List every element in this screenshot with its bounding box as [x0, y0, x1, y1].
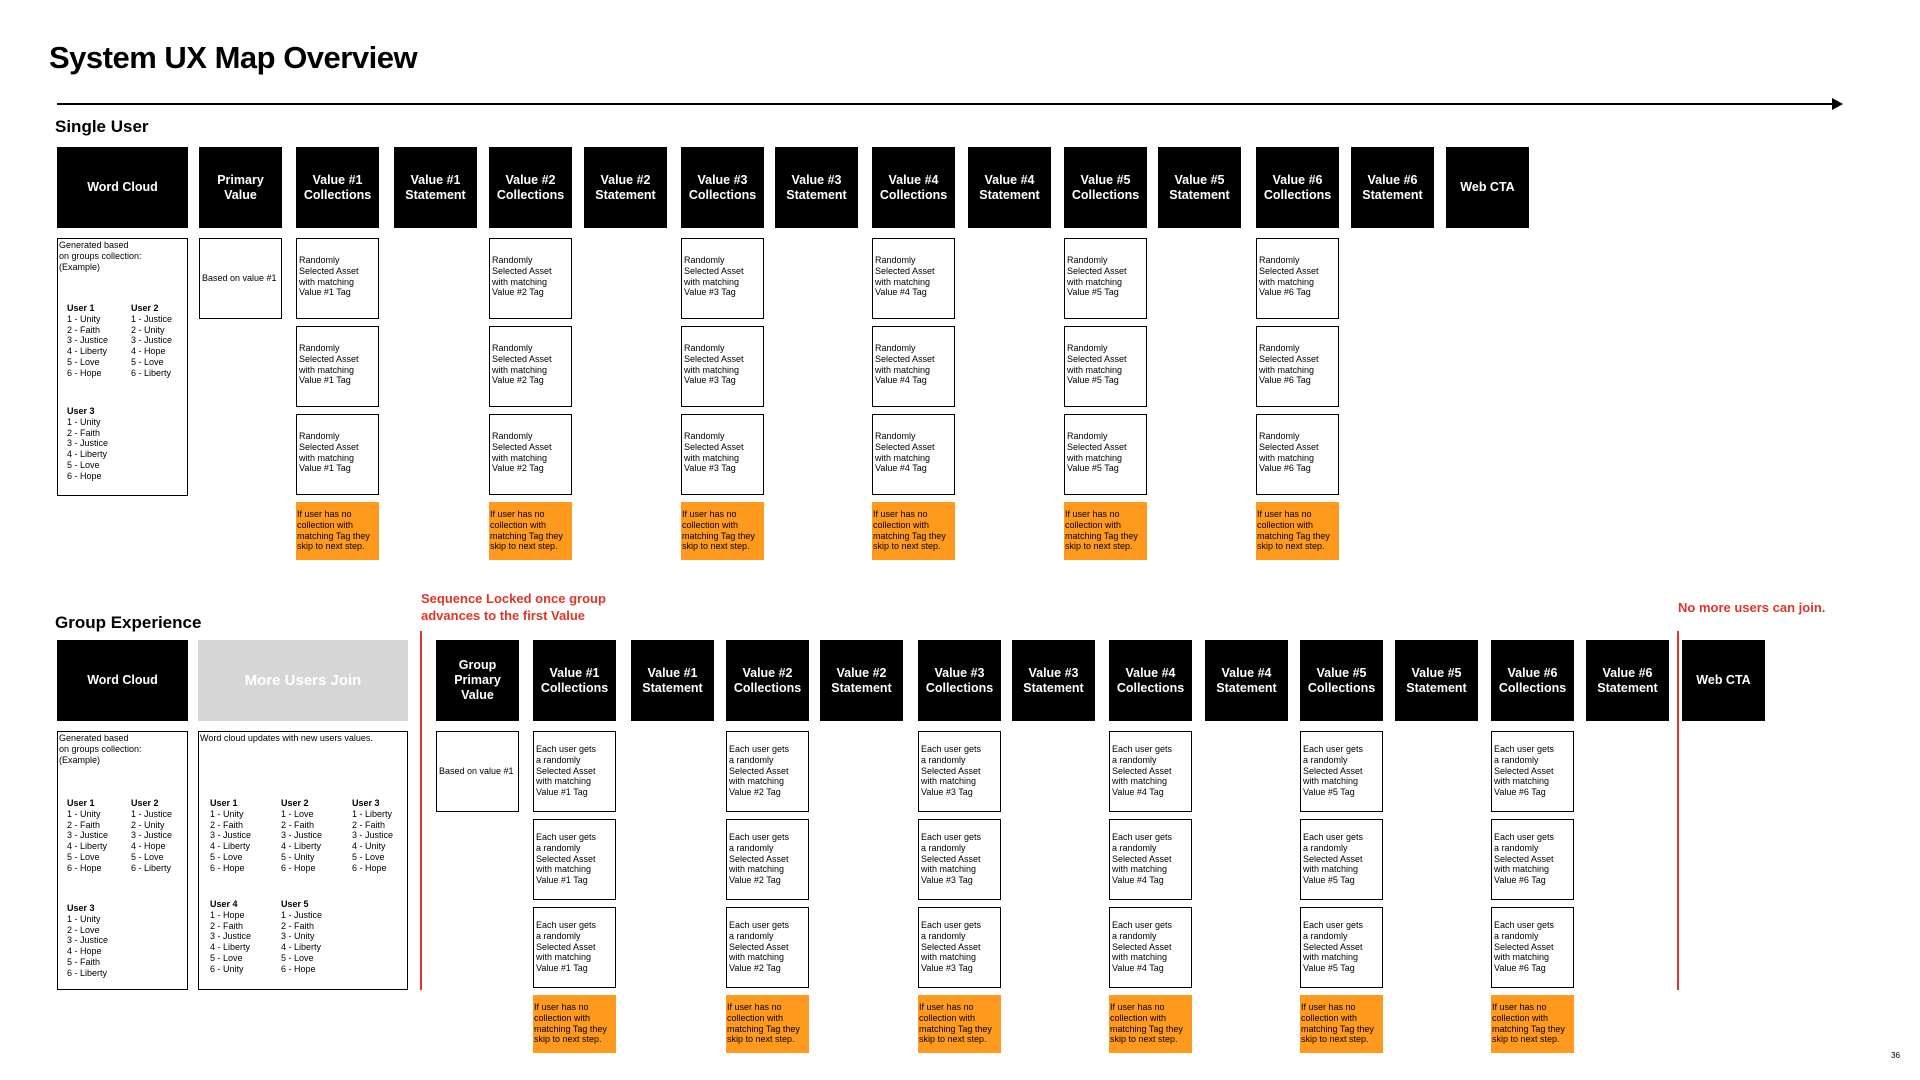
user-value-item: 2 - Faith — [281, 920, 315, 931]
skip-note: If user has no collection with matching Tag they skip to next step. — [533, 995, 616, 1053]
group-header-step-14: Value #6 Statement — [1586, 640, 1669, 721]
group-word-cloud-box — [57, 731, 188, 990]
asset-card: Randomly Selected Asset with matching Value #6 Tag — [1256, 238, 1339, 319]
more-users-box — [198, 731, 408, 990]
group-asset-card: Each user gets a randomly Selected Asset with matching Value #4 Tag — [1109, 731, 1192, 812]
user-value-item: 4 - Liberty — [67, 841, 108, 852]
group-asset-card: Each user gets a randomly Selected Asset with matching Value #5 Tag — [1300, 907, 1383, 988]
user-value-item: 4 - Liberty — [281, 841, 322, 852]
section-title-group-experience: Group Experience — [55, 613, 202, 632]
group-asset-card: Each user gets a randomly Selected Asset with matching Value #2 Tag — [726, 819, 809, 900]
skip-note: If user has no collection with matching Tag they skip to next step. — [1256, 502, 1339, 560]
header-step-14: Web CTA — [1446, 147, 1529, 228]
group-header-step-2: Group Primary Value — [436, 640, 519, 721]
group-asset-card: Each user gets a randomly Selected Asset with matching Value #2 Tag — [726, 907, 809, 988]
user-value-item: 4 - Liberty — [67, 449, 108, 460]
user-values-list — [281, 798, 322, 874]
user-value-item: 2 - Faith — [67, 819, 101, 830]
user-value-item: 2 - Faith — [210, 819, 244, 830]
skip-note: If user has no collection with matching Tag they skip to next step. — [1064, 502, 1147, 560]
user-value-item: 5 - Love — [352, 851, 385, 862]
asset-card: Randomly Selected Asset with matching Value #5 Tag — [1064, 238, 1147, 319]
user-value-item: 1 - Unity — [67, 313, 101, 324]
asset-card: Randomly Selected Asset with matching Value #5 Tag — [1064, 414, 1147, 495]
user-value-item: 5 - Love — [67, 459, 100, 470]
user-value-item: 6 - Hope — [67, 862, 102, 873]
user-value-item: 2 - Faith — [67, 427, 101, 438]
group-asset-card: Each user gets a randomly Selected Asset with matching Value #3 Tag — [918, 907, 1001, 988]
group-asset-card: Each user gets a randomly Selected Asset with matching Value #6 Tag — [1491, 907, 1574, 988]
page-number: 36 — [1891, 1051, 1900, 1060]
user-name: User 2 — [131, 303, 159, 313]
header-step-10: Value #5 Collections — [1064, 147, 1147, 228]
user-value-item: 6 - Hope — [67, 367, 102, 378]
group-asset-card: Each user gets a randomly Selected Asset with matching Value #6 Tag — [1491, 731, 1574, 812]
asset-card: Randomly Selected Asset with matching Value #1 Tag — [296, 414, 379, 495]
asset-card: Randomly Selected Asset with matching Value #2 Tag — [489, 326, 572, 407]
user-value-item: 5 - Love — [131, 356, 164, 367]
user-value-item: 2 - Faith — [67, 324, 101, 335]
group-asset-card: Each user gets a randomly Selected Asset with matching Value #5 Tag — [1300, 731, 1383, 812]
user-value-item: 4 - Hope — [131, 346, 166, 357]
group-asset-card: Each user gets a randomly Selected Asset with matching Value #2 Tag — [726, 731, 809, 812]
group-header-step-11: Value #5 Collections — [1300, 640, 1383, 721]
user-name: User 3 — [352, 798, 380, 808]
user-name: User 1 — [67, 798, 95, 808]
asset-card: Randomly Selected Asset with matching Value #6 Tag — [1256, 326, 1339, 407]
group-header-step-4: Value #1 Statement — [631, 640, 714, 721]
user-value-item: 3 - Unity — [281, 931, 315, 942]
user-values-list — [352, 798, 393, 874]
asset-card: Randomly Selected Asset with matching Value #1 Tag — [296, 238, 379, 319]
user-value-item: 1 - Justice — [131, 313, 173, 324]
header-step-4: Value #2 Collections — [489, 147, 572, 228]
user-values-list — [210, 798, 251, 874]
page-title: System UX Map Overview — [49, 40, 418, 75]
user-value-item: 3 - Justice — [281, 830, 323, 841]
header-step-6: Value #3 Collections — [681, 147, 764, 228]
group-header-word-cloud: Word Cloud — [57, 640, 188, 721]
header-step-1: Primary Value — [199, 147, 282, 228]
user-value-item: 3 - Justice — [210, 931, 252, 942]
user-value-item: 1 - Unity — [67, 416, 101, 427]
user-value-item: 3 - Justice — [67, 830, 109, 841]
header-step-7: Value #3 Statement — [775, 147, 858, 228]
user-value-item: 4 - Liberty — [210, 841, 251, 852]
user-values-list — [210, 899, 251, 975]
user-value-item: 6 - Hope — [281, 963, 316, 974]
user-value-item: 3 - Justice — [210, 830, 252, 841]
header-step-12: Value #6 Collections — [1256, 147, 1339, 228]
header-step-5: Value #2 Statement — [584, 147, 667, 228]
asset-card: Randomly Selected Asset with matching Value #3 Tag — [681, 414, 764, 495]
skip-note: If user has no collection with matching Tag they skip to next step. — [681, 502, 764, 560]
user-value-item: 6 - Hope — [281, 862, 316, 873]
group-asset-card: Each user gets a randomly Selected Asset with matching Value #3 Tag — [918, 731, 1001, 812]
asset-card: Randomly Selected Asset with matching Value #4 Tag — [872, 326, 955, 407]
group-header-step-10: Value #4 Statement — [1205, 640, 1288, 721]
user-value-item: 6 - Liberty — [131, 862, 172, 873]
group-asset-card: Each user gets a randomly Selected Asset with matching Value #3 Tag — [918, 819, 1001, 900]
user-value-item: 2 - Unity — [131, 324, 165, 335]
header-step-3: Value #1 Statement — [394, 147, 477, 228]
header-word-cloud: Word Cloud — [57, 147, 188, 228]
user-value-item: 2 - Faith — [281, 819, 315, 830]
header-step-8: Value #4 Collections — [872, 147, 955, 228]
user-value-item: 6 - Unity — [210, 963, 244, 974]
user-value-item: 5 - Unity — [281, 851, 315, 862]
user-value-item: 6 - Hope — [210, 862, 245, 873]
sequence-locked-note: Sequence Locked once group advances to the first Value — [421, 591, 606, 623]
asset-card: Randomly Selected Asset with matching Value #6 Tag — [1256, 414, 1339, 495]
user-value-item: 3 - Justice — [131, 830, 173, 841]
user-value-item: 4 - Hope — [67, 946, 102, 957]
user-value-item: 5 - Love — [67, 851, 100, 862]
user-value-item: 4 - Liberty — [210, 942, 251, 953]
primary-value-card: Based on value #1 — [199, 238, 282, 319]
group-asset-card: Each user gets a randomly Selected Asset with matching Value #1 Tag — [533, 907, 616, 988]
header-step-2: Value #1 Collections — [296, 147, 379, 228]
skip-note: If user has no collection with matching Tag they skip to next step. — [918, 995, 1001, 1053]
user-value-item: 6 - Hope — [67, 470, 102, 481]
user-value-item: 3 - Justice — [352, 830, 394, 841]
user-values-list — [67, 798, 108, 874]
user-value-item: 5 - Faith — [67, 956, 101, 967]
skip-note: If user has no collection with matching Tag they skip to next step. — [872, 502, 955, 560]
user-name: User 2 — [131, 798, 159, 808]
user-value-item: 5 - Love — [67, 356, 100, 367]
asset-card: Randomly Selected Asset with matching Value #4 Tag — [872, 414, 955, 495]
user-value-item: 1 - Unity — [210, 808, 244, 819]
user-value-item: 2 - Faith — [352, 819, 386, 830]
user-value-item: 3 - Justice — [67, 438, 109, 449]
asset-card: Randomly Selected Asset with matching Value #2 Tag — [489, 414, 572, 495]
user-value-item: 4 - Hope — [131, 841, 166, 852]
group-header-step-7: Value #3 Collections — [918, 640, 1001, 721]
asset-card: Randomly Selected Asset with matching Value #3 Tag — [681, 326, 764, 407]
user-value-item: 4 - Liberty — [281, 942, 322, 953]
group-header-more-users-join: More Users Join — [198, 640, 408, 721]
user-value-item: 5 - Love — [281, 952, 314, 963]
user-value-item: 5 - Love — [210, 952, 243, 963]
user-value-item: 1 - Justice — [131, 808, 173, 819]
skip-note: If user has no collection with matching Tag they skip to next step. — [1109, 995, 1192, 1053]
user-name: User 1 — [67, 303, 95, 313]
user-value-item: 6 - Hope — [352, 862, 387, 873]
user-name: User 5 — [281, 899, 309, 909]
header-step-11: Value #5 Statement — [1158, 147, 1241, 228]
group-header-step-15: Web CTA — [1682, 640, 1765, 721]
user-value-item: 2 - Love — [67, 924, 100, 935]
user-value-item: 5 - Love — [131, 851, 164, 862]
user-value-item: 4 - Unity — [352, 841, 386, 852]
user-value-item: 4 - Liberty — [67, 346, 108, 357]
skip-note: If user has no collection with matching Tag they skip to next step. — [489, 502, 572, 560]
user-value-item: 3 - Justice — [67, 335, 109, 346]
more-users-intro: Word cloud updates with new users values. — [200, 733, 373, 743]
no-more-users-note: No more users can join. — [1678, 600, 1826, 615]
word-cloud-intro: Generated based on groups collection: (Example) — [59, 240, 142, 272]
group-header-step-6: Value #2 Statement — [820, 640, 903, 721]
user-value-item: 3 - Justice — [131, 335, 173, 346]
group-header-step-13: Value #6 Collections — [1491, 640, 1574, 721]
group-header-step-3: Value #1 Collections — [533, 640, 616, 721]
group-header-step-5: Value #2 Collections — [726, 640, 809, 721]
user-value-item: 5 - Love — [210, 851, 243, 862]
user-values-list — [131, 798, 172, 874]
user-values-list — [281, 899, 322, 975]
asset-card: Randomly Selected Asset with matching Value #3 Tag — [681, 238, 764, 319]
user-name: User 3 — [67, 903, 95, 913]
group-header-step-9: Value #4 Collections — [1109, 640, 1192, 721]
asset-card: Randomly Selected Asset with matching Value #4 Tag — [872, 238, 955, 319]
user-value-item: 1 - Hope — [210, 909, 245, 920]
user-value-item: 1 - Love — [281, 808, 314, 819]
group-header-step-12: Value #5 Statement — [1395, 640, 1478, 721]
user-value-item: 2 - Unity — [131, 819, 165, 830]
user-values-list — [67, 903, 108, 979]
user-value-item: 6 - Liberty — [67, 967, 108, 978]
user-value-item: 1 - Unity — [67, 913, 101, 924]
user-value-item: 1 - Justice — [281, 909, 323, 920]
skip-note: If user has no collection with matching Tag they skip to next step. — [1300, 995, 1383, 1053]
asset-card: Randomly Selected Asset with matching Value #2 Tag — [489, 238, 572, 319]
group-asset-card: Each user gets a randomly Selected Asset with matching Value #6 Tag — [1491, 819, 1574, 900]
skip-note: If user has no collection with matching Tag they skip to next step. — [1491, 995, 1574, 1053]
group-asset-card: Each user gets a randomly Selected Asset with matching Value #4 Tag — [1109, 819, 1192, 900]
word-cloud-intro: Generated based on groups collection: (Example) — [59, 733, 142, 765]
group-asset-card: Each user gets a randomly Selected Asset with matching Value #5 Tag — [1300, 819, 1383, 900]
user-value-item: 6 - Liberty — [131, 367, 172, 378]
section-title-single-user: Single User — [55, 117, 149, 136]
group-asset-card: Each user gets a randomly Selected Asset with matching Value #1 Tag — [533, 731, 616, 812]
asset-card: Randomly Selected Asset with matching Value #5 Tag — [1064, 326, 1147, 407]
user-value-item: 1 - Unity — [67, 808, 101, 819]
group-asset-card: Each user gets a randomly Selected Asset with matching Value #1 Tag — [533, 819, 616, 900]
skip-note: If user has no collection with matching Tag they skip to next step. — [726, 995, 809, 1053]
user-name: User 2 — [281, 798, 309, 808]
user-name: User 1 — [210, 798, 238, 808]
header-step-13: Value #6 Statement — [1351, 147, 1434, 228]
asset-card: Randomly Selected Asset with matching Value #1 Tag — [296, 326, 379, 407]
user-value-item: 1 - Liberty — [352, 808, 393, 819]
user-name: User 3 — [67, 406, 95, 416]
group-header-step-8: Value #3 Statement — [1012, 640, 1095, 721]
header-step-9: Value #4 Statement — [968, 147, 1051, 228]
group-primary-value-card: Based on value #1 — [436, 731, 519, 812]
user-name: User 4 — [210, 899, 238, 909]
user-value-item: 2 - Faith — [210, 920, 244, 931]
skip-note: If user has no collection with matching Tag they skip to next step. — [296, 502, 379, 560]
user-value-item: 3 - Justice — [67, 935, 109, 946]
group-asset-card: Each user gets a randomly Selected Asset with matching Value #4 Tag — [1109, 907, 1192, 988]
